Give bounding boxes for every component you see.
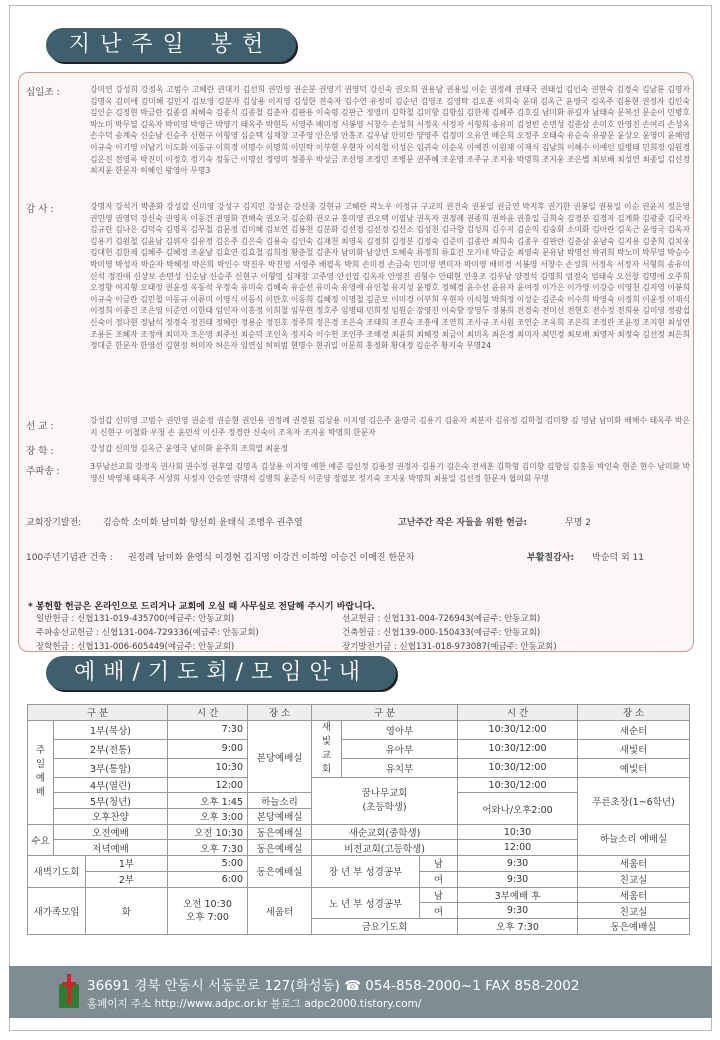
dawn-prayer-label: 새벽기도회 [28, 856, 86, 887]
wed-morning-time: 오전 10:30 [168, 824, 248, 840]
wednesday-label: 수요 [28, 824, 54, 855]
sunday-worship-label: 주일예배 [28, 720, 54, 824]
nonyeon-female-place: 친교실 [578, 903, 690, 919]
hardship-names: 무명 2 [565, 518, 591, 528]
account-scholarship: 장학헌금 : 신협131-006-605449(예금주: 안동교회) [36, 642, 235, 652]
mission-names: 강성갑 신미영 고범수 권민영 권순정 권순현 권인용 권정례 권경원 김상용 이지영 김은주 윤영국 김용기 김윤자 최분자 김유정 김학철 김미향 김 영남 남미화 배해수 태옥주 박은지 신현구 이철화 우청 손 윤민석 이신주 정경란 신숙이 조옥자 조지웅 박명희 한문자 [90, 416, 690, 437]
nonyeon-female-time: 9:30 [458, 903, 578, 919]
footer [9, 966, 712, 1018]
footer-address: 36691 경북 안동시 서동문로 127(화성동) ☎ 054-858-2000~1 FAX 858-2002 [87, 978, 580, 994]
easter-label: 부활절감사: [527, 553, 575, 563]
service-3-time: 10:30 [168, 758, 248, 777]
nonyeon-male-place: 세움터 [578, 887, 690, 903]
special-label: 주파송 : [26, 466, 60, 477]
saebit-toddler: 유아부 [342, 739, 458, 758]
account-dispatch-mission: 주파송선교헌금 : 신협131-004-729336(예금주: 안동교회) [36, 628, 259, 638]
account-mission: 선교헌금 : 신협131-004-726943(예금주: 안동교회) [342, 614, 541, 624]
kkum-place: 푸른초장(1~6학년) [578, 777, 690, 824]
service-4-time: 12:00 [168, 777, 248, 793]
service-3: 3부(통합) [54, 758, 168, 777]
header-time-right: 시 간 [458, 705, 578, 721]
saebit-kinder-place: 예빛터 [578, 758, 690, 777]
facility-names: 김승학 소미화 남미화 양선희 윤태식 조병우 권추열 [103, 518, 303, 528]
service-2-time: 9:00 [168, 739, 248, 758]
saebit-kinder-time: 10:30/12:00 [458, 758, 578, 777]
jangnyeon-female-place: 친교실 [578, 871, 690, 887]
wed-evening-time: 오후 7:30 [168, 840, 248, 856]
offering-section-title: 지난주일 봉헌 [46, 28, 296, 62]
kkum-time-2: 어와나/오후2:00 [458, 793, 578, 824]
header-time: 시 간 [168, 705, 248, 721]
bijeon-place: 하늘소리 예배실 [578, 824, 690, 855]
service-1-time: 7:30 [168, 720, 248, 739]
new-family-day: 화 [86, 887, 168, 934]
header-place: 장 소 [248, 705, 312, 721]
wed-evening: 저녁예배 [54, 840, 168, 856]
mission-label: 선 교 : [26, 421, 54, 432]
friday-prayer-time: 오후 7:30 [458, 918, 578, 934]
header-place-right: 장 소 [578, 705, 690, 721]
jangnyeon-female: 여 [420, 871, 458, 887]
header-category: 구 분 [28, 705, 168, 721]
service-2: 2부(전통) [54, 739, 168, 758]
easter-names: 박순덕 외 11 [592, 553, 644, 563]
nonyeon-male: 남 [420, 887, 458, 903]
saebit-infant-time: 10:30/12:00 [458, 720, 578, 739]
kkum-time-1: 10:30/12:00 [458, 777, 578, 793]
wed-morning: 오전예배 [54, 824, 168, 840]
thanks-names: 강명자 강석기 박춘화 강성갑 신미영 강성구 김지민 강성순 강신종 강현규 고혜란 곽노우 이정규 구교의 권건숙 권용일 권금연 박지후 권기한 권봉일 권용일 이순 권윤지 정은영 권민영 권영덕 강신숙 권영옥 이동건 권영화 전해숙 권오국 김순화 권오규 홍미영 권오택 이필남 권옥자 권정례 권종희 권하윤 권홍일 금희숙 김경분 김경자 김계화 김광중 김국자 김규란 김나은 김덕숙 김명옥 김무철 김문정 김미혜 김보연 김봉천 김분화 김선경 김선정 김선소 김성천 김극향 김성희 김수지 김순익 김숭화 소미화 김아란 김옥근 윤영국 김옥자 김용기 김원철 김윤남 김위자 김유정 김은주 김은숙 김용숙 김인숙 김재천 최영옥 김정희 김정분 김정숙 김준미 김종관 최희숙 김종우 김판란 김춘삼 윤남숙 김지용 김춘희 김치웅 김대헌 김한제 김혜주 김혜정 조윤남 김효연 김효철 김희정 황춘철 김춘자 남미화 남상연 도혜숙 류정희 류효진 모기네 박금순 최영숙 문유남 박명선 박귀희 박노미 박무열 박승수 박미영 박성자 박순자 박혜정 박은희 박인수 박진우 박진영 서영주 배필옥 박희 손미경 손금숙 민미영 변미자 박미영 배미경 서봉영 서창수 손성희 서정옥 서정자 서형희 송유미 신석 정진애 신상보 손면성 신순남 신승주 신현구 이형영 심재창 고주영 안선엽 김옥자 안영진 권형수 안태현 안홍조 김우남 양경석 김명희 엄정숙 엄태숙 오선창 김명애 오주희 오정향 여지형 오태정 권윤정 옥동석 우정숙 유미숙 김혜숙 유순선 유미숙 유영애 유인철 유지성 윤병호 정혜경 윤수선 윤유자 윤여정 이가은 이가영 이강승 이영천 김지영 이봉희 이규숙 이금란 김민철 이동규 이류미 이영식 이동식 이만호 이동희 김혜정 이명철 김준모 이미경 이부희 우현자 이석철 박희정 이성순 김준숙 이수희 박영숙 이정희 이윤정 이재식 이정희 이종건 조은영 이준연 이한태 임인자 이홍정 이희철 임무현 정호주 임병태 민희정 임원순 장영진 이숙향 장영두 정봉희 전경숙 전미선 전현호 전수정 전희용 김미영 정광섭 신숙이 정나현 정남석 정정숙 정진태 정혜란 정용순 정진호 정주희 정은경 조은숙 조태희 조진숙 조흥애 조연희 조사규 조시원 조연순 조옥희 조은희 조정란 조윤정 조지현 최성연 조용돈 조혜자 조정애 최미자 조은영 최주선 최순덕 조인옥 정지숙 이수헌 조인주 조해경 최윤희 최혜정 최금이 최미옥 최은경 최미자 최민경 최보배 최영자 최정숙 김선정 최은희 정대준 한문자 한영선 김현정 허미자 허은자 임연심 허허범 현명수 현귀일 이문희 홍정화 황대정 김순주 황지숙 무명24 [90, 202, 690, 351]
dawn-part-1: 1부 [86, 856, 168, 872]
saebit-label: 새빛교회 [312, 720, 342, 777]
schedule-header-row [28, 705, 690, 721]
friday-prayer-label: 금요기도회 [312, 918, 458, 934]
church-logo-icon [59, 974, 79, 1008]
nonyeon-female: 여 [420, 903, 458, 919]
nonyeon-male-time: 3부예배 후 [458, 887, 578, 903]
facility-label: 교회장기발전: [26, 518, 82, 528]
service-5-time: 오후 1:45 [168, 793, 248, 809]
service-5: 5부(청년) [54, 793, 168, 809]
service-1: 1부(묵상) [54, 720, 168, 739]
scholar-label: 장 학 : [26, 446, 54, 457]
saebit-toddler-place: 새빛터 [578, 739, 690, 758]
afternoon-praise: 오후찬양 [54, 809, 168, 825]
account-building: 건축헌금 : 신협139-000-150433(예금주: 안동교회) [342, 628, 541, 638]
jangnyeon-label: 장 년 부 성경공부 [312, 856, 420, 887]
wed-evening-place: 동은예배실 [248, 840, 312, 856]
account-general: 일반헌금 : 신협131-019-435700(예금주: 안동교회) [36, 614, 235, 624]
worship-section-title: 예배/기도회/모임안내 [46, 656, 396, 690]
saebit-infant-place: 새순터 [578, 720, 690, 739]
thanks-label: 감 사 : [26, 204, 54, 215]
dawn-part-2-time: 6:00 [168, 871, 248, 887]
dawn-part-1-time: 5:00 [168, 856, 248, 872]
online-offering-notice: * 봉헌할 헌금은 온라인으로 드리거나 교회에 오실 때 사무실로 전달해 주시기 바랍니다. [28, 602, 375, 612]
afternoon-praise-place: 본당예배실 [248, 809, 312, 825]
hardship-label: 고난주간 작은 자들을 위한 헌금: [398, 518, 528, 528]
service-main-place: 본당예배실 [248, 720, 312, 793]
centennial-label: 100주년기념관 건축 : [26, 553, 113, 563]
bijeon-label: 비전교회(고등학생) [312, 840, 458, 856]
saesun-label: 새순교회(중학생) [312, 824, 458, 840]
new-family-place: 세움터 [248, 887, 312, 934]
dawn-place: 동은예배실 [248, 856, 312, 887]
saebit-toddler-time: 10:30/12:00 [458, 739, 578, 758]
nonyeon-label: 노 년 부 성경공부 [312, 887, 420, 918]
worship-schedule-table [27, 704, 690, 935]
afternoon-praise-time: 오후 3:00 [168, 809, 248, 825]
dawn-part-2: 2부 [86, 871, 168, 887]
header-category-right: 구 분 [312, 705, 458, 721]
friday-prayer-place: 동은예배실 [578, 918, 690, 934]
footer-website[interactable]: 홈페이지 주소 http://www.adpc.or.kr 블로그 adpc2000.tistory.com/ [87, 998, 422, 1010]
jangnyeon-male-place: 세움터 [578, 856, 690, 872]
bijeon-time: 12:00 [458, 840, 578, 856]
centennial-names: 권정례 남미화 윤영식 이경현 김지영 이강건 이하영 이승건 이예진 한문자 [128, 553, 415, 563]
tithe-label: 십일조 : [26, 87, 60, 98]
new-family-label: 새가족모임 [28, 887, 86, 934]
new-family-time: 오전 10:30 오후 7:00 [168, 887, 248, 934]
saesun-time: 10:30 [458, 824, 578, 840]
jangnyeon-female-time: 9:30 [458, 871, 578, 887]
saebit-kinder: 유치부 [342, 758, 458, 777]
saebit-infant: 영아부 [342, 720, 458, 739]
scholar-names: 강성갑 신미영 김옥근 윤영국 남미화 윤주희 조희열 최윤정 [90, 444, 289, 453]
jangnyeon-male-time: 9:30 [458, 856, 578, 872]
kkum-label: 꿈나무교회 (초등학생) [312, 777, 458, 824]
jangnyeon-male: 남 [420, 856, 458, 872]
special-names: 3부남선교회 강정옥 권사회 권수정 권후열 김명옥 김상용 이지영 예찬 예준 김신정 김용정 권정자 김용기 김은숙 전세훈 김학형 김미향 김향심 김홍동 박인숙 현준 현수 남미화 박영신 박영재 태옥주 서성희 서정자 안승연 양명석 김병희 윤준식 이준양 장필모 정기숙 조지웅 박명희 최용일 김선정 한문자 협의회 무명 [90, 462, 690, 483]
wed-morning-place: 동은예배실 [248, 824, 312, 840]
account-long-term: 장기발전기금 : 신협131-018-973087(예금주: 안동교회) [342, 642, 557, 652]
tithe-names: 강미연 강성희 강정옥 고범수 고혜란 권대기 김선희 권민영 권순분 권영기 권영덕 강신숙 권오희 권용남 권용일 이순 권정례 권태국 권태섭 김인숙 권현숙 김경숙 김남룡 김명자 김명옥 김미애 김미혜 김민지 김보영 김분자 김상용 이지영 김성한 전숙자 김수연 유정미 김순년 김영조 김영탁 김오훈 이희숙 윤대 김옥근 윤영국 김옥주 김용현 권정자 김인숙 김인순 김정현 박금란 김종걸 최혜숙 김종식 김종철 김춘자 김판용 이숙령 김판근 정영미 김학철 김미향 김향심 김한제 김혜주 김호길 남미화 류길자 남태숙 문복선 문순이 민병호 박노미 박무열 김옥자 박미영 박영근 박영기 태옥주 박현득 서영주 배미경 서봉영 서창수 손성희 서정옥 서정자 서형희 송유미 김성빈 손면성 김춘삼 손미호 안영진 손여리 손성옥 손수덕 송계숙 신순남 신승주 신현구 이형영 심순택 심재창 고주영 안은영 안홍조 김우남 안미란 양영주 김정미 오유연 배은희 오정주 오태숙 유순숙 유광문 윤상오 윤영미 윤해영 이규숙 이기영 이남기 이도화 이동규 이희경 이명수 이명희 이민탁 이부현 우현자 이석철 이성은 임귀숙 이순옥 이예진 이원재 이재식 김남희 이혜수 이예인 임병태 민희정 임원경 김은진 전영록 박진미 이정호 정기숙 정동근 이명선 정영미 정종우 박상금 조선영 조정민 조병문 권주혜 조운영 조주규 조지웅 박명희 조지웅 조은별 최보배 최성연 최종일 김선정 최지윤 한문자 허혜인 왕영아 무명3 [90, 85, 690, 176]
service-4: 4부(열린) [54, 777, 168, 793]
service-5-place: 하늘소리 [248, 793, 312, 809]
